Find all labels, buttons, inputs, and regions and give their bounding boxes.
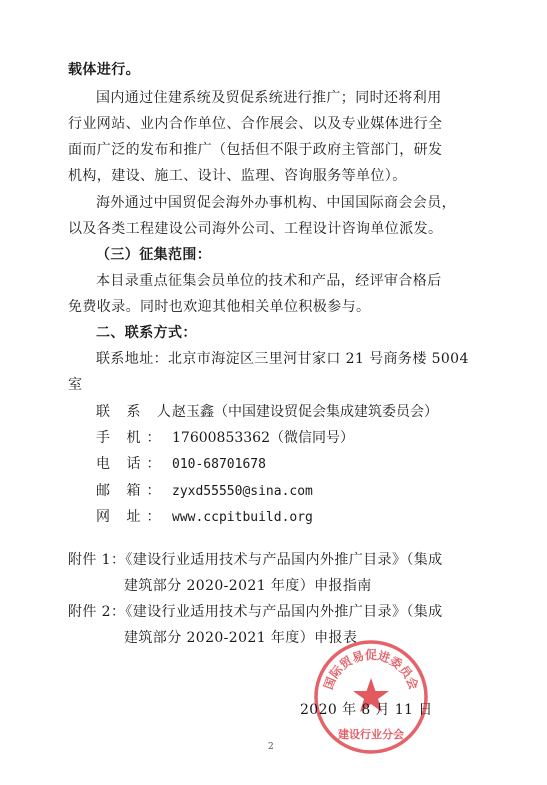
svg-text:国际贸易促进委员会: 国际贸易促进委员会: [321, 648, 421, 692]
address-line: 室: [68, 377, 83, 393]
paragraph-line: 以及各类工程建设公司海外公司、工程设计咨询单位派发。: [68, 221, 443, 237]
official-seal-icon: [312, 638, 430, 756]
paragraph-line: 国内通过住建系统及贸促系统进行推广；同时还将利用: [96, 90, 442, 106]
contact-phone-row: [96, 454, 266, 475]
paragraph-line: 面而广泛的发布和推广（包括但不限于政府主管部门，研发: [68, 142, 443, 158]
section-heading: （三）征集范围：: [96, 247, 212, 263]
contact-value: zyxd55550@sina.com: [172, 484, 313, 499]
section-heading: 二、联系方式：: [96, 325, 197, 341]
contact-person-row: [96, 402, 438, 422]
page-number: 2: [268, 742, 274, 752]
contact-label: 邮 箱：: [96, 483, 167, 499]
paragraph-tail: 载体进行。: [68, 62, 140, 78]
paragraph-line: 海外通过中国贸促会海外办事机构、中国国际商会会员，: [96, 195, 456, 211]
paragraph-line: 机构，建设、施工、设计、监理、咨询服务等单位）。: [68, 168, 407, 184]
contact-label: 联 系 人：: [96, 404, 197, 420]
paragraph-line: 本目录重点征集会员单位的技术和产品，经评审合格后: [96, 273, 442, 289]
attachment-line: 附件 2：《建设行业适用技术与产品国内外推广目录》（集成: [68, 604, 443, 620]
svg-text:建设行业分会: 建设行业分会: [338, 728, 404, 741]
contact-website-row: [96, 507, 313, 528]
contact-email-row: [96, 481, 313, 502]
contact-mobile-row: [96, 428, 354, 448]
contact-value: 010-68701678: [172, 457, 266, 472]
paragraph-line: 免费收录。同时也欢迎其他相关单位积极参与。: [68, 299, 371, 315]
contact-label: 网 址：: [96, 509, 167, 525]
contact-label: 电 话：: [96, 456, 167, 472]
contact-value: www.ccpitbuild.org: [172, 510, 313, 525]
contact-value: 赵玉鑫（中国建设贸促会集成建筑委员会）: [172, 404, 438, 420]
contact-value: 17600853362（微信同号）: [172, 430, 354, 446]
contact-label: 手 机：: [96, 430, 167, 446]
attachment-line: 附件 1：《建设行业适用技术与产品国内外推广目录》（集成: [68, 552, 443, 568]
issue-date: 2020 年 8 月 11 日: [300, 702, 433, 718]
address-line: 联系地址：北京市海淀区三里河甘家口 21 号商务楼 5004: [96, 351, 469, 367]
attachment-line: 建筑部分 2020-2021 年度）申报表: [124, 630, 358, 646]
attachment-line: 建筑部分 2020-2021 年度）申报指南: [124, 578, 372, 594]
paragraph-line: 行业网站、业内合作单位、合作展会、以及专业媒体进行全: [68, 116, 443, 132]
